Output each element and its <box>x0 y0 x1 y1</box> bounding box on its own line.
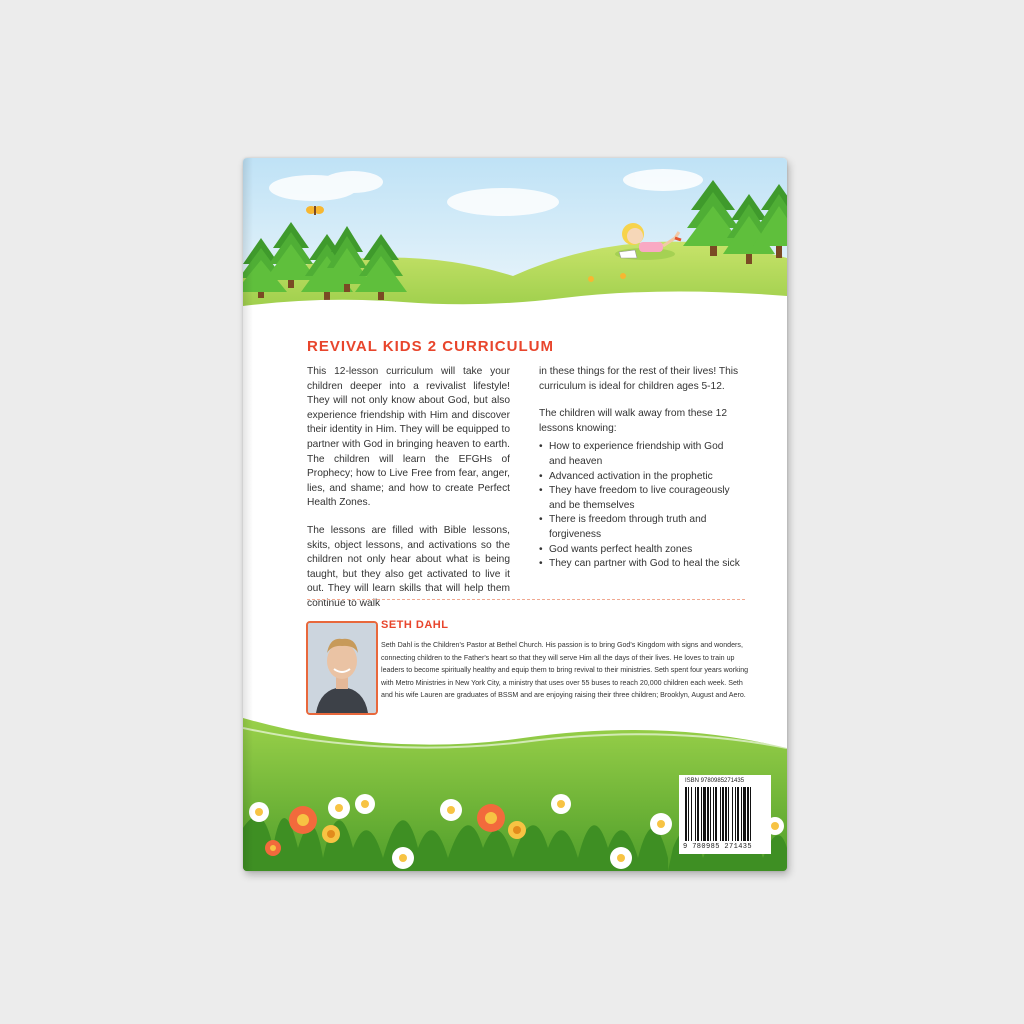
section-divider <box>307 599 745 600</box>
list-item: • Advanced activation in the prophetic <box>539 470 742 485</box>
curriculum-title: REVIVAL KIDS 2 CURRICULUM <box>307 338 554 355</box>
description-paragraph: The lessons are filled with Bible lessons, skits, object lessons, and activations so the children not only hear about what is being taught, but they also get activated to live it out. They will learn skills that will help them continue to walk <box>307 524 510 609</box>
list-item: • God wants perfect health zones <box>539 543 742 558</box>
list-item: • They have freedom to live courageously and be themselves <box>539 484 742 513</box>
description-column-right <box>539 365 742 572</box>
outcomes-list <box>539 440 742 571</box>
book-back-cover <box>243 158 787 871</box>
description-paragraph: in these things for the rest of their lives! This curriculum is ideal for children ages 5-12. <box>539 366 739 392</box>
author-bio: Seth Dahl is the Children's Pastor at Bethel Church. His passion is to bring God's Kingdom with signs and wonders, connecting children to the Father's heart so that they will serve Him all the days of their lives. He loves to train up leaders to become spiritually healthy and equip them to bring revival to their ministries. Seth spent four years working with Metro Ministries in New York City, a ministry that uses over 55 buses to reach 20,000 children each week. Seth and his wife Lauren are graduates of BSSM and are enjoying raising their three children; Brooklyn, August and Aero. <box>381 641 749 700</box>
description-paragraph: The children will walk away from these 12 lessons knowing: <box>539 408 727 434</box>
isbn-label: ISBN 9780985271435 <box>685 778 745 784</box>
description-paragraph: This 12-lesson curriculum will take your children deeper into a revivalist lifestyle! They will not only know about God, but also experience friendship with Him and discover their identity in Him. They will be equipped to partner with God in bringing heaven to earth. The children will learn the EFGHs of Prophecy; how to Live Free from fear, anger, lies, and shame; and how to create Perfect Health Zones. <box>307 366 510 509</box>
list-item: • They can partner with God to heal the sick <box>539 557 742 572</box>
spine-shadow <box>243 158 253 871</box>
description-column-left <box>307 365 510 625</box>
isbn-digits: 9 780985 271435 <box>683 843 753 851</box>
barcode <box>679 775 771 854</box>
author-photo <box>306 621 378 715</box>
list-item: • There is freedom through truth and forgiveness <box>539 513 742 542</box>
list-item: • How to experience friendship with God and heaven <box>539 440 742 469</box>
author-name: SETH DAHL <box>381 619 449 631</box>
